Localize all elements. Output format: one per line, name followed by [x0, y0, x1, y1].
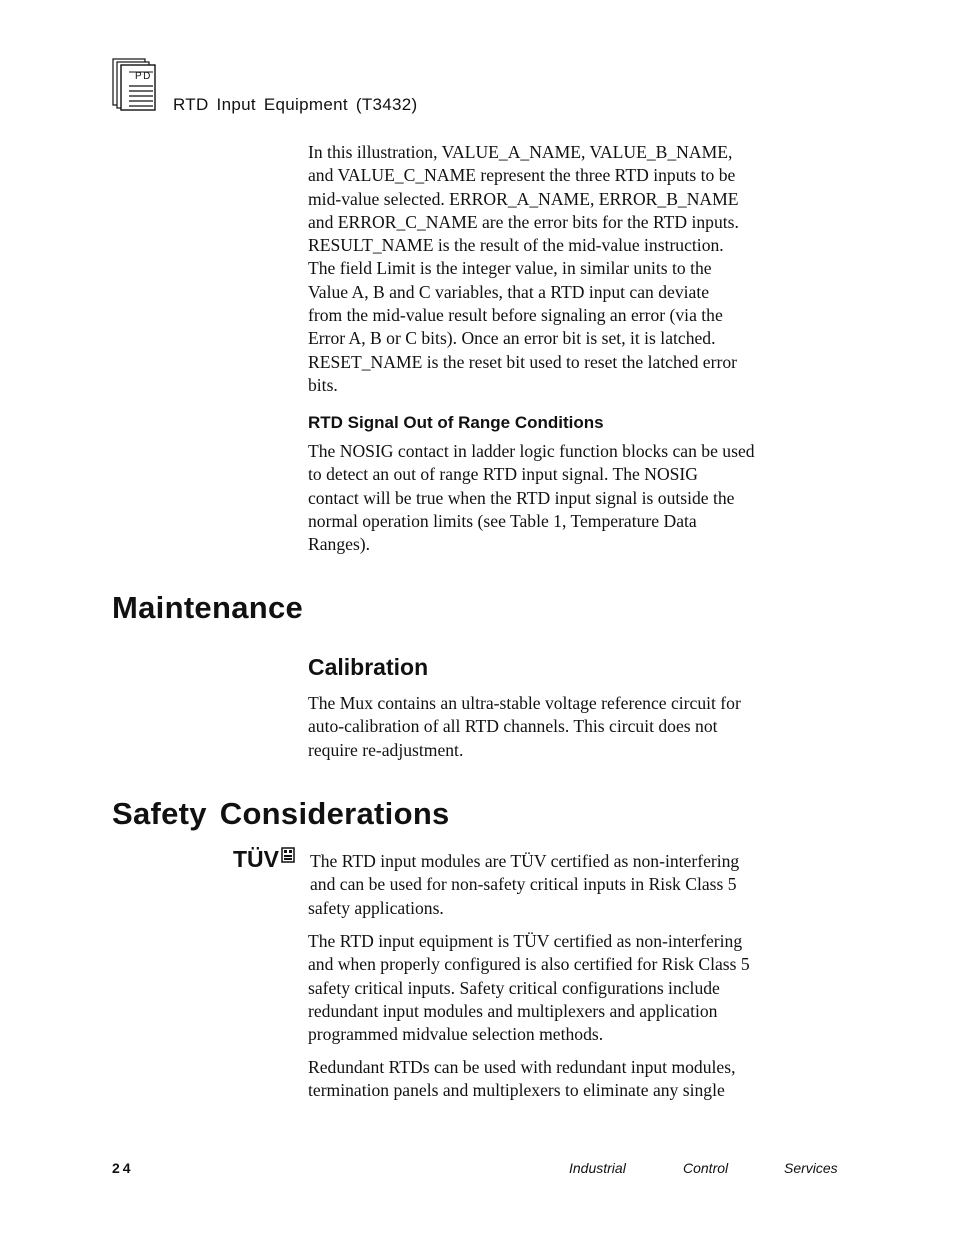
text-line: to detect an out of range RTD input signal. The NOSIG	[308, 464, 699, 485]
text-line: contact will be true when the RTD input signal is outside the	[308, 487, 735, 508]
paragraph-tuv-safety-critical	[308, 930, 846, 1046]
text-line: Value A, B and C variables, that a RTD input can deviate	[308, 281, 710, 302]
text-line: The field Limit is the integer value, in similar units to the	[308, 258, 712, 279]
text-line: The RTD input equipment is TÜV certified as non-interfering	[308, 931, 743, 951]
text-line: and when properly configured is also certified for Risk Class 5	[308, 954, 750, 975]
paragraph-mid-value-description	[308, 141, 846, 397]
text-line: Redundant RTDs can be used with redundant input modules,	[308, 1057, 736, 1077]
text-line: The NOSIG contact in ladder logic function blocks can be used	[308, 441, 755, 461]
footer-page-number: 24	[112, 1160, 134, 1176]
text-line: from the mid-value result before signaling an error (via the	[308, 305, 723, 326]
text-line: RESET_NAME is the reset bit used to reset the latched error	[308, 351, 737, 372]
text-line: normal operation limits (see Table 1, Temperature Data	[308, 510, 697, 531]
text-line: Ranges).	[308, 534, 371, 555]
paragraph-nosig-contact	[308, 440, 846, 556]
text-line: and ERROR_C_NAME are the error bits for the RTD inputs.	[308, 211, 739, 232]
subheading-calibration: Calibration	[308, 654, 429, 680]
footer-company-word: Control	[683, 1160, 729, 1176]
text-line: safety applications.	[308, 897, 444, 918]
pd-document-icon	[112, 58, 158, 112]
text-line: require re-adjustment.	[308, 739, 464, 760]
text-line: termination panels and multiplexers to eliminate any single	[308, 1080, 725, 1101]
pd-logo-text: PD	[135, 71, 152, 82]
text-line: bits.	[308, 374, 338, 395]
footer-company-word: Industrial	[569, 1160, 626, 1176]
text-line: The RTD input modules are TÜV certified as non-interfering	[310, 851, 740, 871]
subheading-rtd-signal-out-of-range: RTD Signal Out of Range Conditions	[308, 413, 604, 432]
heading-maintenance: Maintenance	[112, 590, 304, 625]
text-line: and VALUE_C_NAME represent the three RTD inputs to be	[308, 165, 736, 186]
heading-safety-considerations: Safety Considerations	[112, 796, 450, 831]
text-line: redundant input modules and multiplexers and application	[308, 1000, 718, 1021]
tuv-mark-text: TÜV	[233, 846, 279, 870]
paragraph-redundant-rtds	[308, 1056, 846, 1103]
text-line: RESULT_NAME is the result of the mid-value instruction.	[308, 235, 724, 256]
text-line: safety critical inputs. Safety critical configurations include	[308, 977, 720, 998]
text-line: Error A, B or C bits). Once an error bit is set, it is latched.	[308, 328, 716, 349]
text-line: programmed midvalue selection methods.	[308, 1024, 604, 1045]
text-line: and can be used for non-safety critical inputs in Risk Class 5	[310, 874, 737, 895]
footer-company-word: Services	[784, 1160, 838, 1176]
text-line: In this illustration, VALUE_A_NAME, VALUE_B_NAME,	[308, 142, 733, 162]
text-line: auto-calibration of all RTD channels. This circuit does not	[308, 716, 718, 737]
text-line: The Mux contains an ultra-stable voltage reference circuit for	[308, 693, 741, 713]
text-line: mid-value selected. ERROR_A_NAME, ERROR_B_NAME	[308, 188, 739, 209]
paragraph-calibration	[308, 692, 846, 762]
paragraph-tuv-non-interfering	[308, 850, 846, 920]
tuv-certification-icon	[232, 846, 296, 870]
running-header-title: RTD Input Equipment (T3432)	[173, 95, 418, 114]
